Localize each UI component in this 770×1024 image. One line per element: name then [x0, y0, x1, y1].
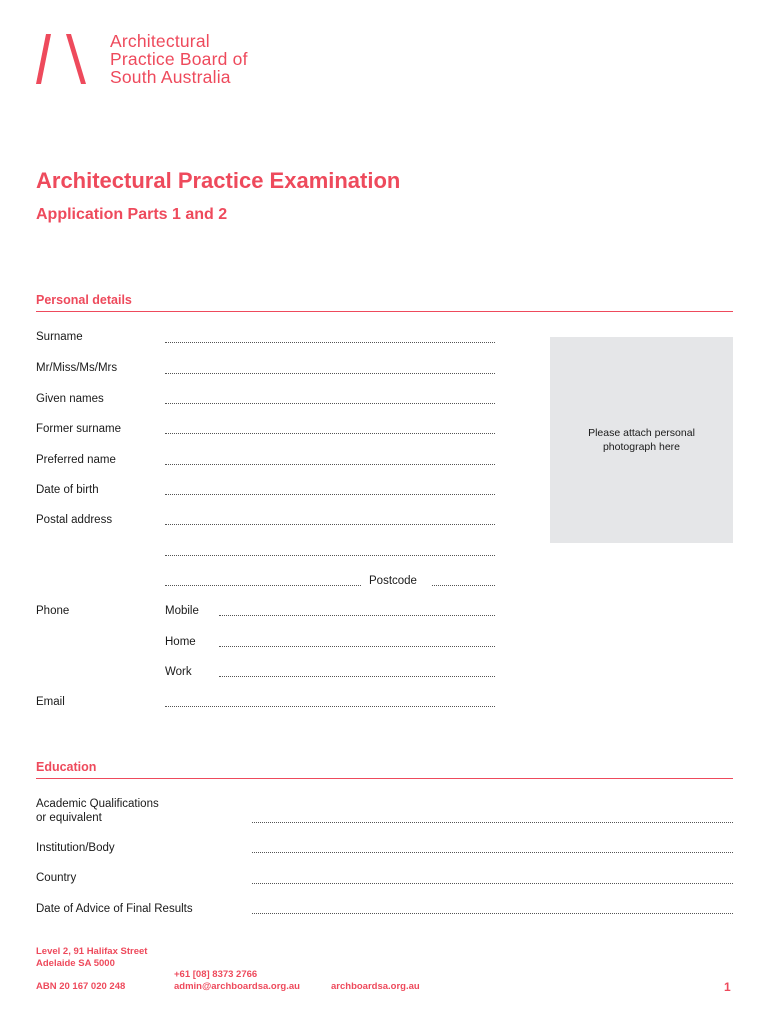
- footer-phone: +61 [08] 8373 2766: [174, 969, 258, 980]
- surname-label: Surname: [36, 331, 83, 343]
- surname-field[interactable]: [165, 342, 495, 343]
- postal-address-field-2[interactable]: [165, 555, 495, 556]
- education-heading: Education: [36, 760, 97, 774]
- date-of-birth-label: Date of birth: [36, 484, 99, 496]
- board-name-line-1: Architectural: [110, 31, 210, 51]
- home-label: Home: [165, 636, 196, 648]
- postcode-label: Postcode: [369, 575, 417, 587]
- document-title: Architectural Practice Examination: [36, 168, 401, 193]
- footer-abn: ABN 20 167 020 248: [36, 981, 126, 992]
- former-surname-field[interactable]: [165, 433, 495, 434]
- institution-field[interactable]: [252, 852, 733, 853]
- section-divider: [36, 311, 733, 312]
- given-names-field[interactable]: [165, 403, 495, 404]
- footer-email-link[interactable]: admin@archboardsa.org.au: [174, 981, 300, 992]
- board-name-line-3: South Australia: [110, 67, 231, 87]
- personal-details-heading: Personal details: [36, 293, 132, 307]
- academic-qualifications-label: Academic Qualifications: [36, 798, 159, 810]
- title-label: Mr/Miss/Ms/Mrs: [36, 362, 118, 374]
- academic-qualifications-field[interactable]: [252, 822, 733, 823]
- mobile-label: Mobile: [165, 605, 199, 617]
- postal-address-label: Postal address: [36, 514, 113, 526]
- preferred-name-label: Preferred name: [36, 454, 116, 466]
- work-field[interactable]: [219, 676, 495, 677]
- footer-address-line-1: Level 2, 91 Halifax Street: [36, 946, 148, 957]
- board-name: [110, 32, 248, 86]
- section-divider: [36, 778, 733, 779]
- mobile-field[interactable]: [219, 615, 495, 616]
- date-of-birth-field[interactable]: [165, 494, 495, 495]
- title-field[interactable]: [165, 373, 495, 374]
- former-surname-label: Former surname: [36, 423, 121, 435]
- academic-qualifications-label-2: or equivalent: [36, 812, 102, 824]
- board-logo-icon: [36, 34, 92, 84]
- work-label: Work: [165, 666, 192, 678]
- institution-label: Institution/Body: [36, 842, 115, 854]
- date-of-advice-label: Date of Advice of Final Results: [36, 903, 193, 915]
- photo-placeholder-text: Please attach personal photograph here: [588, 427, 695, 453]
- country-field[interactable]: [252, 883, 733, 884]
- date-of-advice-field[interactable]: [252, 913, 733, 914]
- phone-label: Phone: [36, 605, 70, 617]
- postcode-field[interactable]: [432, 585, 495, 586]
- postal-address-field-3[interactable]: [165, 585, 361, 586]
- postal-address-field-1[interactable]: [165, 524, 495, 525]
- photo-placeholder: [550, 337, 733, 543]
- board-name-line-2: Practice Board of: [110, 49, 248, 69]
- home-field[interactable]: [219, 646, 495, 647]
- email-field[interactable]: [165, 706, 495, 707]
- footer-address-line-2: Adelaide SA 5000: [36, 958, 115, 969]
- page-number: 1: [724, 980, 731, 994]
- given-names-label: Given names: [36, 393, 104, 405]
- country-label: Country: [36, 872, 77, 884]
- footer-website-link[interactable]: archboardsa.org.au: [331, 981, 420, 992]
- preferred-name-field[interactable]: [165, 464, 495, 465]
- email-label: Email: [36, 696, 65, 708]
- document-subtitle: Application Parts 1 and 2: [36, 206, 228, 223]
